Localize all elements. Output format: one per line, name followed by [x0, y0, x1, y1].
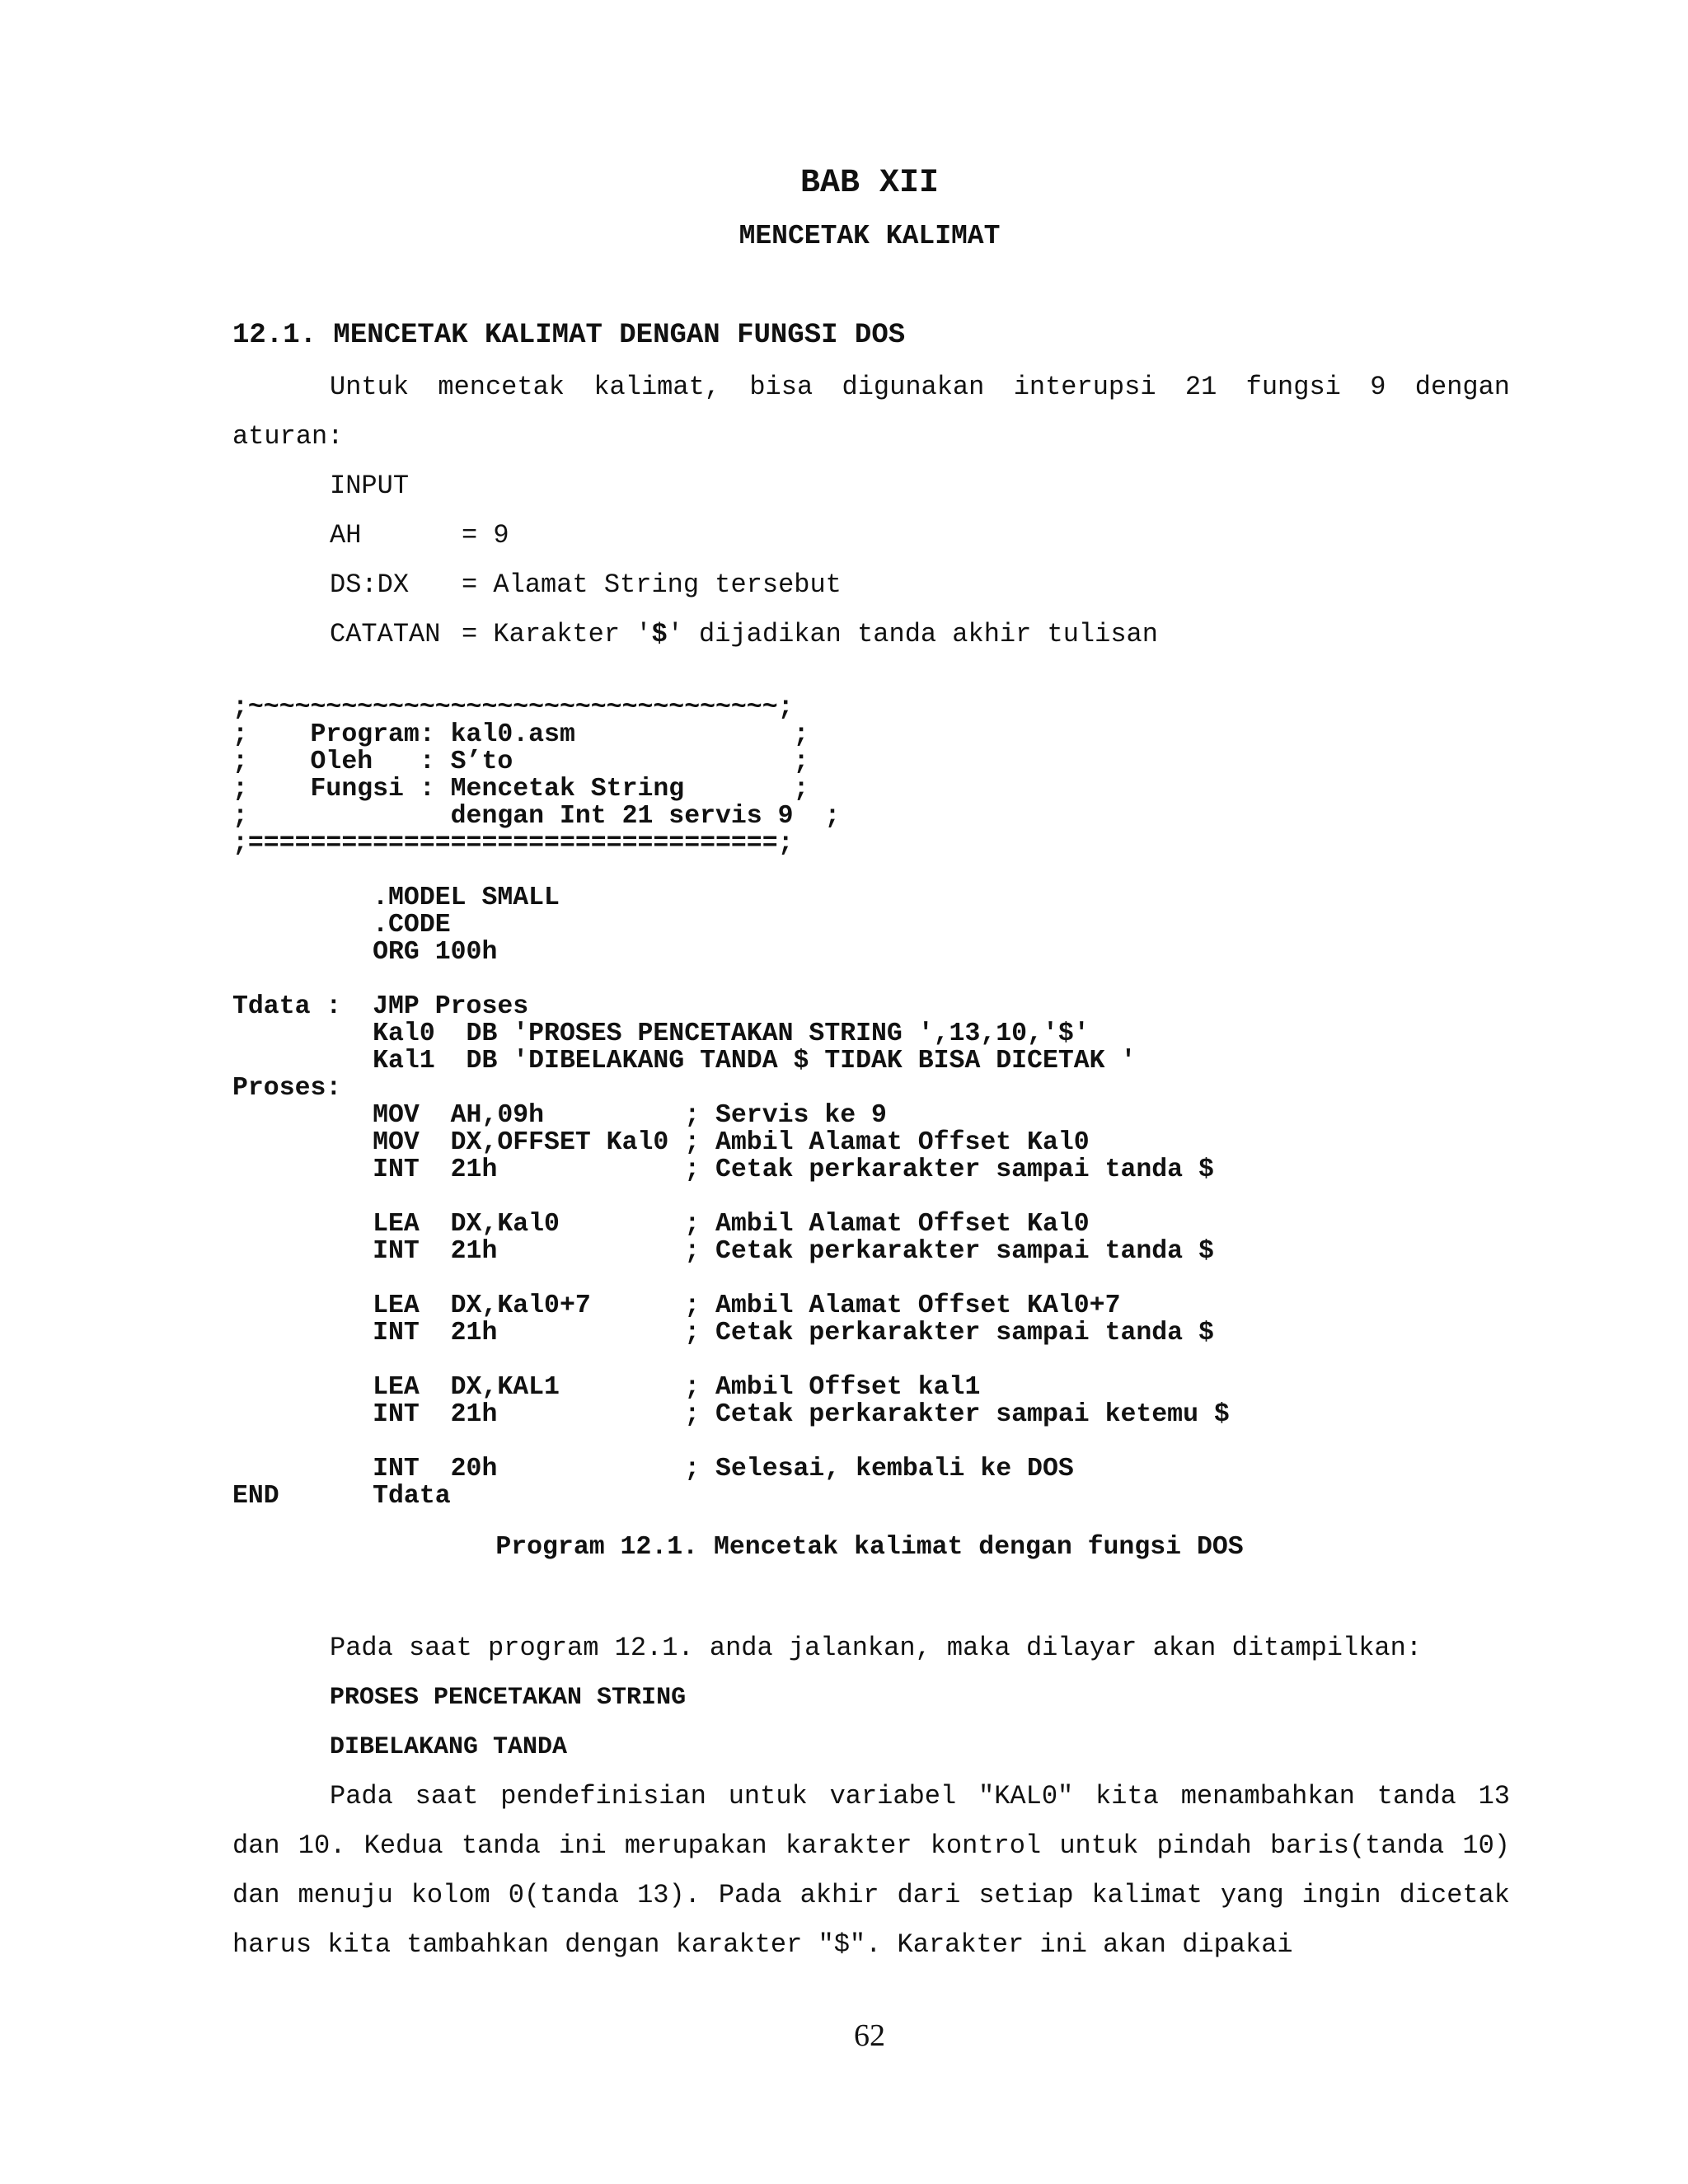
- program-listing: [232, 694, 1230, 1510]
- code-line: [232, 1347, 1230, 1374]
- code-line: INT 21h ; Cetak perkarakter sampai tanda $: [232, 1237, 1214, 1266]
- chapter-subtitle: MENCETAK KALIMAT: [738, 221, 1001, 251]
- code-line: Kal0 DB 'PROSES PENCETAKAN STRING ',13,10,'$': [232, 1019, 1090, 1048]
- code-line: ;~~~~~~~~~~~~~~~~~~~~~~~~~~~~~~~~~~;: [232, 693, 794, 722]
- input-value: = 9: [462, 520, 509, 551]
- code-line: LEA DX,Kal0+7 ; Ambil Alamat Offset KAl0+7: [232, 1291, 1121, 1320]
- input-row-ah: [330, 511, 509, 560]
- code-line: LEA DX,Kal0 ; Ambil Alamat Offset Kal0: [232, 1210, 1090, 1239]
- input-row-catatan: [330, 610, 1158, 659]
- section-heading: 12.1. MENCETAK KALIMAT DENGAN FUNGSI DOS: [232, 320, 906, 351]
- code-line: ORG 100h: [232, 938, 498, 967]
- code-line: .MODEL SMALL: [232, 883, 560, 912]
- code-line: INT 20h ; Selesai, kembali ke DOS: [232, 1455, 1074, 1483]
- code-line: ; Oleh : S’to ;: [232, 748, 809, 776]
- code-line: Kal1 DB 'DIBELAKANG TANDA $ TIDAK BISA DICETAK ': [232, 1047, 1137, 1076]
- code-line: ;==================================;: [232, 829, 794, 858]
- code-line: .CODE: [232, 911, 451, 940]
- program-caption: Program 12.1. Mencetak kalimat dengan fungsi DOS: [495, 1533, 1244, 1562]
- input-value-before: = Karakter ': [462, 619, 652, 649]
- code-line: Proses:: [232, 1074, 342, 1103]
- output-intro-paragraph: [232, 1624, 1510, 1673]
- dollar-symbol: $: [651, 619, 668, 649]
- code-line: LEA DX,KAL1 ; Ambil Offset kal1: [232, 1373, 981, 1402]
- input-key: CATATAN: [330, 619, 441, 649]
- output-line-1: PROSES PENCETAKAN STRING: [330, 1684, 687, 1712]
- code-line: [232, 1183, 1230, 1211]
- input-key: AH: [330, 520, 362, 551]
- code-line: [232, 857, 1230, 884]
- intro-paragraph-line2: [232, 412, 1510, 462]
- input-value-after: ' dijadikan tanda akhir tulisan: [667, 619, 1158, 649]
- input-value: = Alamat String tersebut: [462, 569, 842, 600]
- code-line: INT 21h ; Cetak perkarakter sampai ketemu $: [232, 1400, 1230, 1429]
- code-line: ; dengan Int 21 servis 9 ;: [232, 802, 841, 831]
- code-line: ; Program: kal0.asm ;: [232, 720, 809, 749]
- chapter-title: BAB XII: [799, 165, 940, 202]
- code-line: MOV DX,OFFSET Kal0 ; Ambil Alamat Offset Kal0: [232, 1128, 1090, 1157]
- output-intro-text: Pada saat program 12.1. anda jalankan, maka dilayar akan ditampilkan:: [330, 1633, 1423, 1663]
- code-line: [232, 1428, 1230, 1455]
- explanation-text: Pada saat pendefinisian untuk variabel "KAL0" kita menambahkan tanda 13 dan 10. Kedua tanda ini merupakan karakter kontrol untuk pindah baris(tanda 10) dan menuju kolom 0(tanda 13). Pada akhir dari setiap kalimat yang ingin dicetak harus kita tambahkan dengan karakter "$". Karakter ini akan dipakai: [232, 1781, 1510, 1960]
- code-line: [232, 1265, 1230, 1292]
- output-line-2: DIBELAKANG TANDA: [330, 1733, 568, 1761]
- code-line: Tdata : JMP Proses: [232, 992, 529, 1021]
- code-line: INT 21h ; Cetak perkarakter sampai tanda $: [232, 1319, 1214, 1347]
- page-number: 62: [854, 2018, 885, 2053]
- intro-text-line1: Untuk mencetak kalimat, bisa digunakan interupsi 21 fungsi 9 dengan: [330, 372, 1510, 402]
- code-line: MOV AH,09h ; Servis ke 9: [232, 1101, 887, 1130]
- code-line: [232, 966, 1230, 993]
- input-key: DS:DX: [330, 569, 410, 600]
- input-header: INPUT: [330, 471, 410, 501]
- intro-paragraph-line1: [232, 363, 1510, 412]
- code-line: ; Fungsi : Mencetak String ;: [232, 775, 809, 804]
- explanation-paragraph: [232, 1772, 1510, 1970]
- intro-text-line2: aturan:: [232, 421, 344, 452]
- input-row-dsdx: [330, 560, 842, 610]
- code-line: INT 21h ; Cetak perkarakter sampai tanda $: [232, 1155, 1214, 1184]
- code-line: END Tdata: [232, 1482, 451, 1511]
